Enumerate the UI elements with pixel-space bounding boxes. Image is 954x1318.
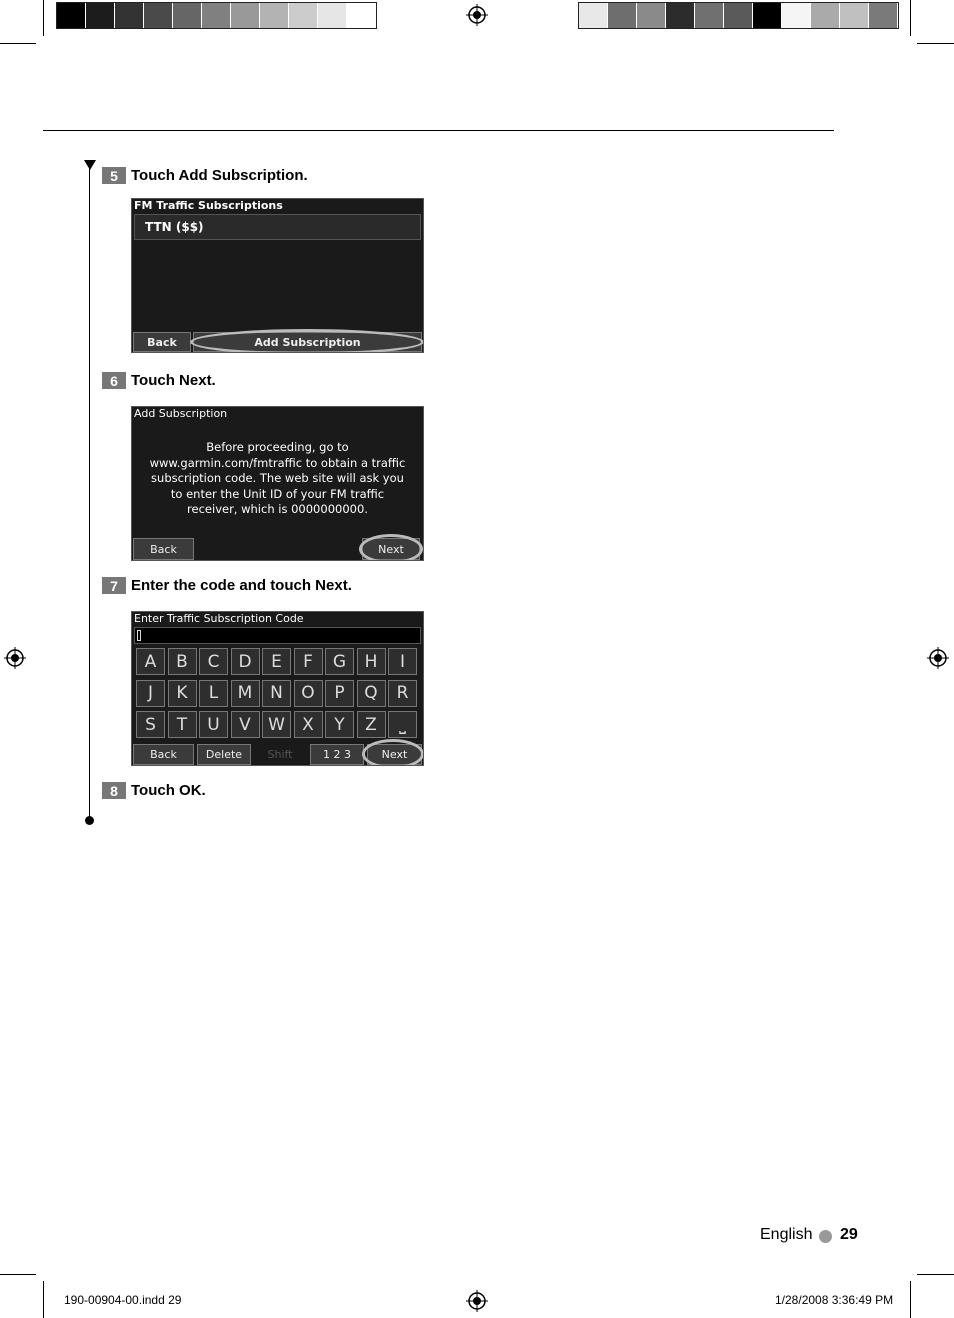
step-number: 6	[102, 372, 126, 389]
color-bar-left-swatch	[318, 3, 347, 28]
color-bar-right-swatch	[608, 3, 637, 28]
delete-button[interactable]: Delete	[197, 744, 251, 765]
back-button[interactable]: Back	[133, 538, 194, 560]
color-bar-right-swatch	[869, 3, 898, 28]
screen-title: Add Subscription	[134, 407, 228, 420]
key-r[interactable]: R	[388, 680, 417, 707]
color-bar-right-swatch	[811, 3, 840, 28]
color-bar-right-swatch	[753, 3, 782, 28]
print-timestamp: 1/28/2008 3:36:49 PM	[775, 1293, 894, 1307]
color-bar-left-swatch	[231, 3, 260, 28]
registration-mark-icon	[466, 4, 488, 26]
code-input[interactable]	[134, 627, 421, 644]
message-line: to enter the Unit ID of your FM traffic	[170, 486, 385, 501]
page-number: 29	[840, 1226, 858, 1243]
info-message	[132, 440, 423, 518]
add-subscription-button[interactable]: Add Subscription	[193, 332, 422, 352]
highlight-oval	[359, 534, 423, 561]
key-v[interactable]: V	[231, 711, 260, 738]
color-bar-right-swatch	[666, 3, 695, 28]
crop-mark	[910, 1281, 911, 1318]
key-c[interactable]: C	[199, 648, 228, 675]
step-number: 7	[102, 577, 126, 594]
crop-mark	[43, 1281, 44, 1318]
key-a[interactable]: A	[136, 648, 165, 675]
step-5	[102, 167, 308, 184]
step-number: 5	[102, 167, 126, 184]
step-7	[102, 577, 352, 594]
key-b[interactable]: B	[168, 648, 197, 675]
key-f[interactable]: F	[294, 648, 323, 675]
key-w[interactable]: W	[262, 711, 291, 738]
key-o[interactable]: O	[294, 680, 323, 707]
color-bar-left-swatch	[173, 3, 202, 28]
back-button[interactable]: Back	[133, 744, 194, 765]
key-j[interactable]: J	[136, 680, 165, 707]
color-bar-left-swatch	[260, 3, 289, 28]
key-k[interactable]: K	[168, 680, 197, 707]
key-x[interactable]: X	[294, 711, 323, 738]
registration-mark-icon	[927, 647, 949, 669]
file-slug: 190-00904-00.indd 29	[64, 1293, 182, 1307]
key-u[interactable]: U	[199, 711, 228, 738]
screen-add-subscription	[131, 406, 424, 561]
crop-mark	[43, 0, 44, 36]
crop-mark	[0, 43, 36, 44]
numeric-keys-button[interactable]: 1 2 3	[310, 744, 364, 765]
key-y[interactable]: Y	[325, 711, 354, 738]
registration-mark-icon	[466, 1290, 488, 1312]
flow-line	[89, 168, 90, 820]
header-rule	[43, 130, 834, 131]
color-bar-right-swatch	[724, 3, 753, 28]
step-8	[102, 782, 206, 799]
color-bar-right-swatch	[840, 3, 869, 28]
message-line: subscription code. The web site will ask you	[151, 471, 404, 485]
color-bar-left-swatch	[289, 3, 318, 28]
color-bar-right	[578, 2, 899, 29]
key-s[interactable]: S	[136, 711, 165, 738]
color-bar-right-swatch	[695, 3, 724, 28]
key-p[interactable]: P	[325, 680, 354, 707]
color-bar-right-swatch	[579, 3, 608, 28]
key-d[interactable]: D	[231, 648, 260, 675]
crop-mark	[917, 1274, 954, 1275]
next-button[interactable]: Next	[362, 538, 420, 560]
crop-mark	[917, 43, 954, 44]
color-bar-left-swatch	[144, 3, 173, 28]
color-bar-left-swatch	[115, 3, 144, 28]
subscription-name: TTN ($$)	[145, 220, 204, 234]
message-line: Before proceeding, go to	[206, 440, 349, 454]
key-i[interactable]: I	[388, 648, 417, 675]
key-n[interactable]: N	[262, 680, 291, 707]
back-button[interactable]: Back	[133, 332, 191, 352]
flow-end-dot-icon	[85, 816, 94, 825]
flow-start-arrow-icon	[84, 160, 96, 170]
shift-button[interactable]: Shift	[267, 748, 293, 761]
screen-enter-subscription-code	[131, 611, 424, 766]
color-bar-right-swatch	[637, 3, 666, 28]
key-z[interactable]: Z	[357, 711, 386, 738]
highlight-oval	[190, 329, 424, 353]
color-bar-left-swatch	[57, 3, 86, 28]
crop-mark	[910, 0, 911, 36]
bullet-icon	[819, 1230, 832, 1243]
subscription-list-item[interactable]	[134, 214, 421, 240]
key-q[interactable]: Q	[357, 680, 386, 707]
step-number: 8	[102, 782, 126, 799]
key-g[interactable]: G	[325, 648, 354, 675]
language-label: English	[760, 1226, 813, 1243]
crop-mark	[0, 1274, 36, 1275]
step-text: Enter the code and touch Next.	[131, 577, 352, 594]
message-line: www.garmin.com/fmtraffic to obtain a traffic	[149, 455, 406, 470]
color-bar-left-swatch	[347, 3, 376, 28]
step-text: Touch Add Subscription.	[131, 167, 308, 184]
key-l[interactable]: L	[199, 680, 228, 707]
highlight-oval	[362, 739, 424, 766]
color-bar-left	[56, 2, 377, 29]
text-cursor	[137, 630, 141, 641]
space-key[interactable]: ⎵	[388, 711, 417, 738]
color-bar-right-swatch	[782, 3, 811, 28]
next-button[interactable]: Next	[367, 744, 422, 765]
color-bar-left-swatch	[86, 3, 115, 28]
key-h[interactable]: H	[357, 648, 386, 675]
step-text: Touch OK.	[131, 782, 206, 799]
screen-title: FM Traffic Subscriptions	[134, 199, 283, 212]
step-text: Touch Next.	[131, 372, 216, 389]
key-t[interactable]: T	[168, 711, 197, 738]
step-6	[102, 372, 216, 389]
message-line: receiver, which is 0000000000.	[187, 502, 368, 516]
screen-title: Enter Traffic Subscription Code	[134, 612, 304, 625]
key-m[interactable]: M	[231, 680, 260, 707]
screen-fm-traffic-subscriptions	[131, 198, 424, 353]
color-bar-left-swatch	[202, 3, 231, 28]
key-e[interactable]: E	[262, 648, 291, 675]
registration-mark-icon	[4, 647, 26, 669]
